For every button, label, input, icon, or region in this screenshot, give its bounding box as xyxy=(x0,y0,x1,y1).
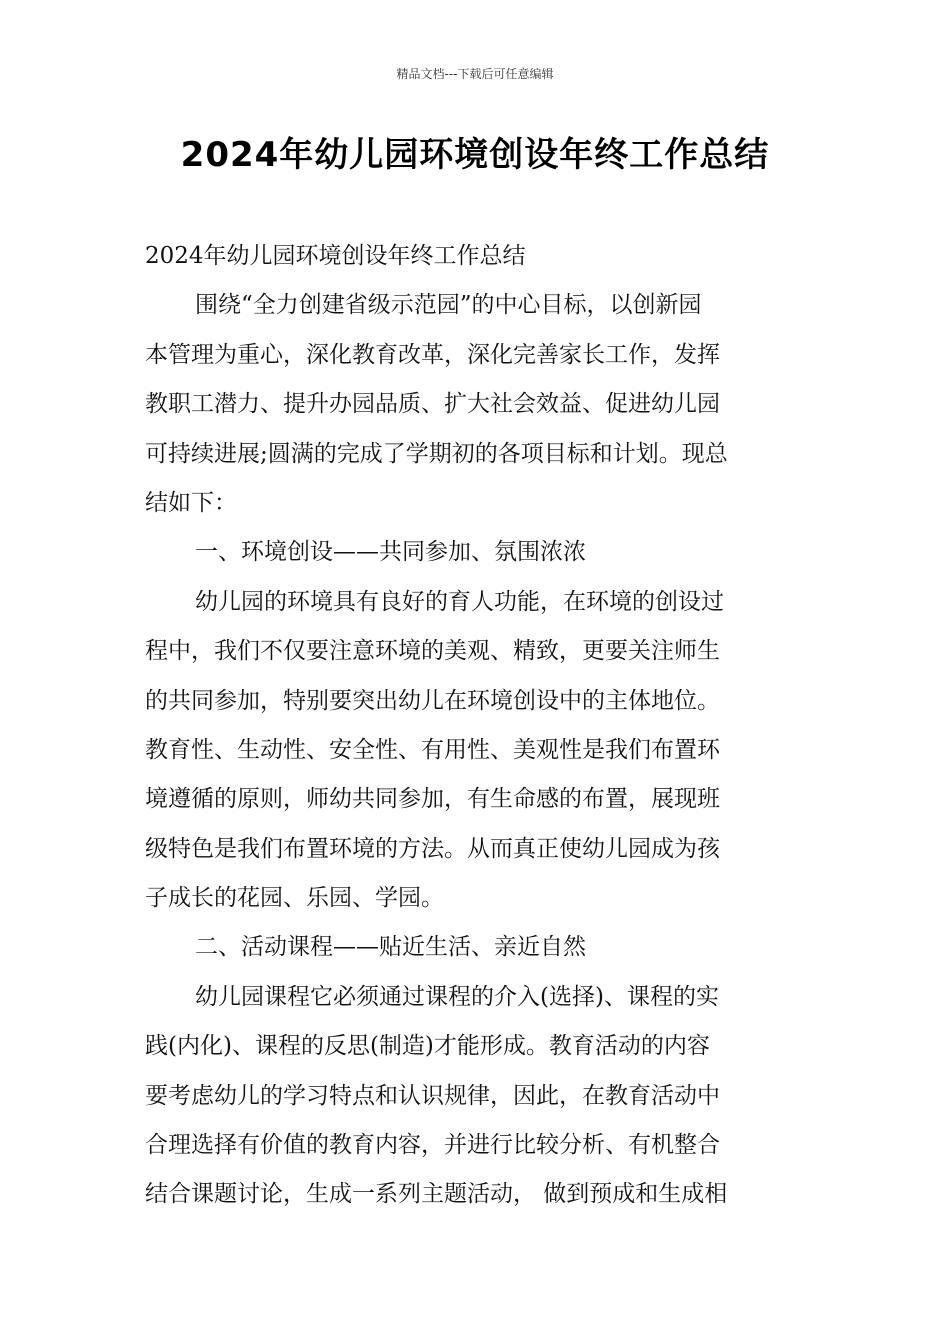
paragraph-line: 级特色是我们布置环境的方法。从而真正使幼儿园成为孩 xyxy=(145,835,720,862)
document-body xyxy=(145,232,807,1220)
paragraph-line: 教职工潜力、提升办园品质、扩大社会效益、促进幼儿园 xyxy=(145,391,720,418)
paragraph-line: 践(内化)、课程的反思(制造)才能形成。教育活动的内容 xyxy=(145,1033,710,1060)
page-header-note: 精品文档---下载后可任意编辑 xyxy=(396,67,554,81)
section-heading-1: 一、环境创设——共同参加、氛围浓浓 xyxy=(195,539,586,566)
paragraph-line: 程中，我们不仅要注意环境的美观、精致，更要关注师生 xyxy=(145,638,720,665)
paragraph-line: 子成长的花园、乐园、学园。 xyxy=(145,885,444,912)
paragraph-line: 幼儿园的环境具有良好的育人功能，在环境的创设过 xyxy=(195,588,724,615)
document-title: 2024年幼儿园环境创设年终工作总结 xyxy=(180,135,770,175)
paragraph-line: 教育性、生动性、安全性、有用性、美观性是我们布置环 xyxy=(145,736,720,763)
paragraph-line: 境遵循的原则，师幼共同参加，有生命感的布置，展现班 xyxy=(145,786,720,813)
paragraph-line: 可持续进展;圆满的完成了学期初的各项目标和计划。现总 xyxy=(145,440,728,467)
section-heading-2: 二、活动课程——贴近生活、亲近自然 xyxy=(195,934,586,961)
body-subtitle-line: 2024年幼儿园环境创设年终工作总结 xyxy=(145,243,526,269)
paragraph-line: 本管理为重心，深化教育改革，深化完善家长工作，发挥 xyxy=(145,341,720,368)
paragraph-line: 结合课题讨论，生成一系列主题活动， 做到预成和生成相 xyxy=(145,1181,728,1208)
paragraph-line: 结如下： xyxy=(145,489,237,516)
paragraph-line: 要考虑幼儿的学习特点和认识规律，因此，在教育活动中 xyxy=(145,1082,720,1109)
paragraph-line: 的共同参加，特别要突出幼儿在环境创设中的主体地位。 xyxy=(145,687,720,714)
paragraph-line: 合理选择有价值的教育内容，并进行比较分析、有机整合 xyxy=(145,1132,720,1159)
paragraph-line: 幼儿园课程它必须通过课程的介入(选择)、课程的实 xyxy=(195,983,719,1010)
paragraph-line: 围绕“全力创建省级示范园”的中心目标，以创新园 xyxy=(195,292,702,319)
